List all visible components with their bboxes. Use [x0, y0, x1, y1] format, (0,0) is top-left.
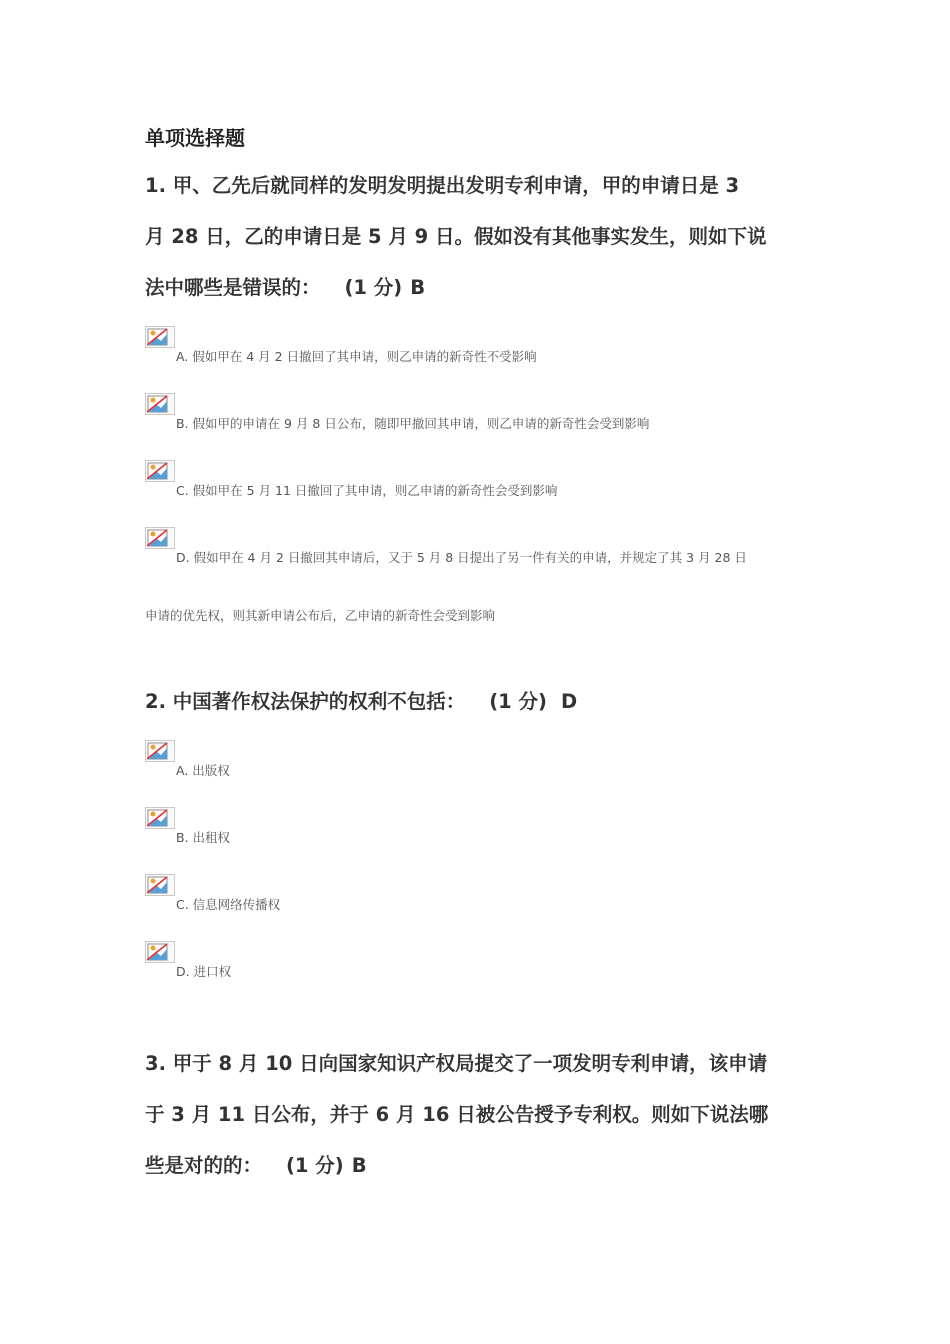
- option-item[interactable]: [145, 460, 825, 508]
- question-answer: B: [410, 276, 426, 299]
- option-item[interactable]: [145, 527, 825, 575]
- option-item[interactable]: [145, 941, 825, 989]
- broken-image-icon: [145, 807, 175, 829]
- broken-image-icon: [145, 941, 175, 963]
- question-text-line: 于 3 月 11 日公布，并于 6 月 16 日被公告授予专利权。则如下说法哪: [145, 1103, 769, 1126]
- option-item[interactable]: [145, 326, 825, 374]
- question-text-line: 3. 甲于 8 月 10 日向国家知识产权局提交了一项发明专利申请，该申请: [145, 1052, 768, 1075]
- option-item[interactable]: [145, 740, 825, 788]
- option-item[interactable]: [145, 807, 825, 855]
- question-3: [145, 1038, 810, 1191]
- option-label: B. 出租权: [176, 830, 231, 845]
- question-text-line: 1. 甲、乙先后就同样的发明发明提出发明专利申请，甲的申请日是 3: [145, 174, 740, 197]
- option-label: D. 进口权: [176, 964, 232, 979]
- question-text-line: 2. 中国著作权法保护的权利不包括：: [145, 690, 466, 713]
- option-label-continuation: 申请的优先权，则其新申请公布后，乙申请的新奇性会受到影响: [145, 608, 496, 623]
- option-label: C. 假如甲在 5 月 11 日撤回了其申请，则乙申请的新奇性会受到影响: [176, 483, 558, 498]
- question-1: [145, 160, 810, 313]
- question-text-line: 些是对的的：: [145, 1154, 263, 1177]
- question-answer: D: [560, 690, 578, 713]
- broken-image-icon: [145, 874, 175, 896]
- question-score: (1 分): [489, 690, 547, 713]
- broken-image-icon: [145, 527, 175, 549]
- broken-image-icon: [145, 326, 175, 348]
- broken-image-icon: [145, 393, 175, 415]
- question-2: [145, 676, 810, 727]
- option-item[interactable]: [145, 874, 825, 922]
- option-label: B. 假如甲的申请在 9 月 8 日公布，随即甲撤回其申请，则乙申请的新奇性会受到影响: [176, 416, 650, 431]
- question-score: (1 分): [344, 276, 403, 299]
- option-label: C. 信息网络传播权: [176, 897, 281, 912]
- option-label: A. 假如甲在 4 月 2 日撤回了其申请，则乙申请的新奇性不受影响: [176, 349, 537, 364]
- section-title: 单项选择题: [145, 126, 245, 150]
- question-text-line: 法中哪些是错误的：: [145, 276, 321, 299]
- option-label: D. 假如甲在 4 月 2 日撤回其申请后，又于 5 月 8 日提出了另一件有关的申请，并规定了其 3 月 28 日: [176, 550, 747, 565]
- question-score: (1 分): [286, 1154, 344, 1177]
- broken-image-icon: [145, 460, 175, 482]
- broken-image-icon: [145, 740, 175, 762]
- question-answer: B: [351, 1154, 367, 1177]
- question-text-line: 月 28 日，乙的申请日是 5 月 9 日。假如没有其他事实发生，则如下说: [145, 225, 767, 248]
- option-item[interactable]: [145, 393, 825, 441]
- option-label: A. 出版权: [176, 763, 230, 778]
